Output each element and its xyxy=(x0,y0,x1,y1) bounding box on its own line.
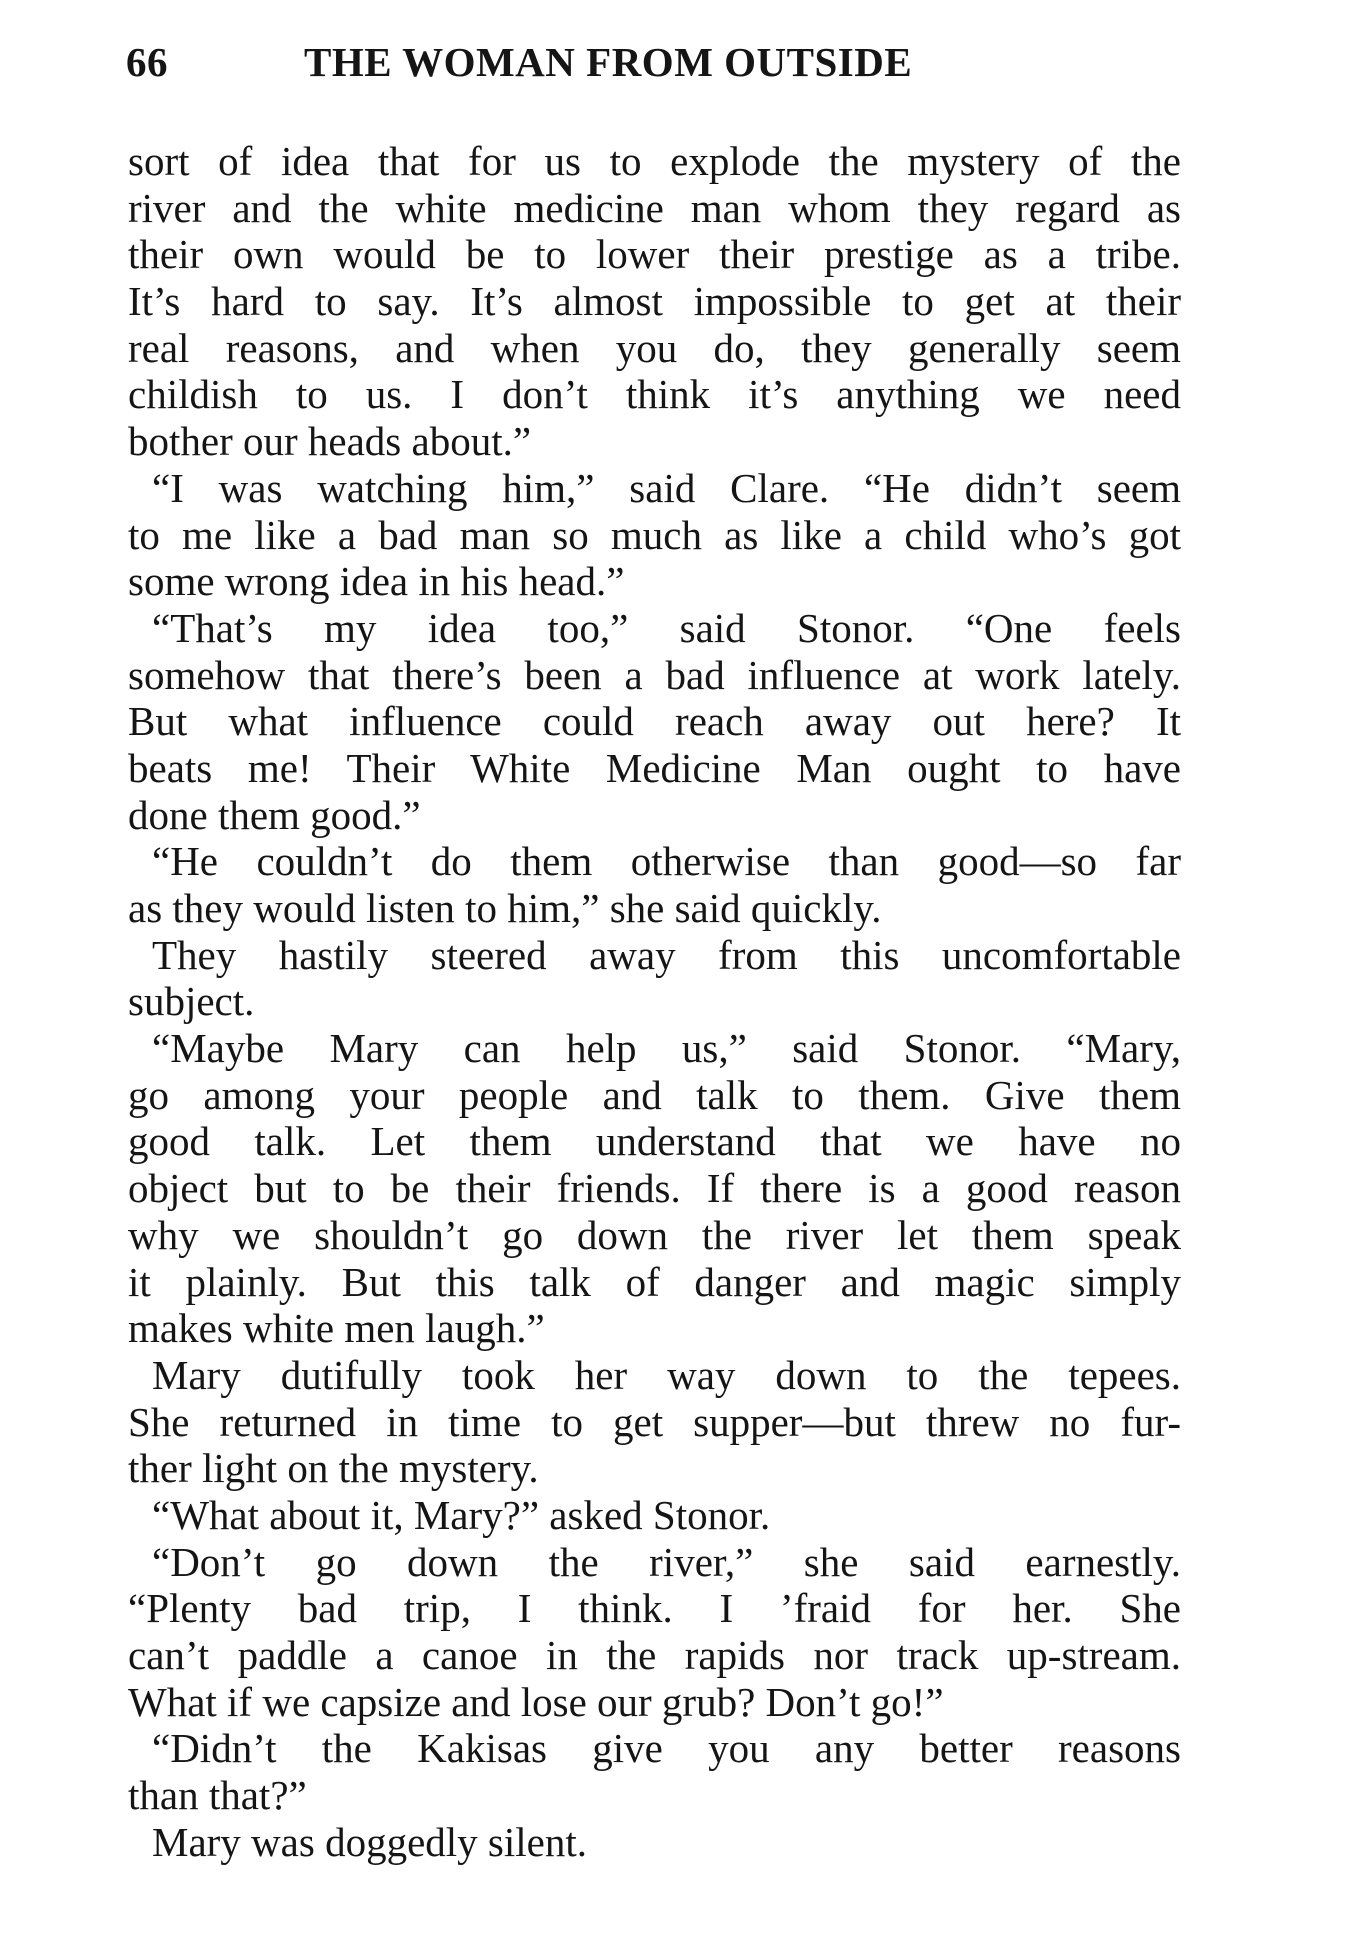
text-line: river and the white medicine man whom they regard as xyxy=(128,184,1181,231)
page-number: 66 xyxy=(126,39,168,85)
paragraph xyxy=(128,1725,1181,1818)
paragraph xyxy=(128,1025,1181,1352)
text-line: ther light on the mystery. xyxy=(128,1445,539,1492)
text-line: Mary dutifully took her way down to the tepees. xyxy=(152,1351,1181,1398)
text-line: sort of idea that for us to explode the mystery of the xyxy=(128,138,1181,184)
paragraph xyxy=(128,932,1181,1025)
paragraph xyxy=(128,838,1181,931)
text-line: “What about it, Mary?” asked Stonor. xyxy=(152,1491,771,1538)
text-line: subject. xyxy=(128,978,255,1025)
text-line: done them good.” xyxy=(128,791,421,838)
text-line: “Maybe Mary can help us,” said Stonor. “Mary, xyxy=(152,1025,1181,1072)
text-line: childish to us. I don’t think it’s anything we need xyxy=(128,371,1181,418)
text-line: bother our heads about.” xyxy=(128,418,532,465)
text-line: “Plenty bad trip, I think. I ’fraid for her. She xyxy=(128,1585,1181,1632)
text-line: She returned in time to get supper—but threw no fur- xyxy=(128,1398,1181,1445)
text-line: go among your people and talk to them. Give them xyxy=(128,1071,1181,1118)
text-line: than that?” xyxy=(128,1772,307,1819)
text-line: makes white men laugh.” xyxy=(128,1305,545,1352)
paragraph xyxy=(128,1819,1181,1866)
body-text xyxy=(128,138,1181,1865)
text-line: What if we capsize and lose our grub? Don’t go!” xyxy=(128,1678,944,1725)
text-line: But what influence could reach away out here? It xyxy=(128,698,1181,745)
text-line: some wrong idea in his head.” xyxy=(128,558,625,605)
paragraph xyxy=(128,1492,1181,1539)
text-line: good talk. Let them understand that we have no xyxy=(128,1118,1181,1165)
text-line: their own would be to lower their prestige as a tribe. xyxy=(128,231,1181,278)
text-line: “I was watching him,” said Clare. “He didn’t seem xyxy=(152,464,1181,511)
running-title: THE WOMAN FROM OUTSIDE xyxy=(304,39,913,85)
page-header xyxy=(126,38,1186,88)
text-line: real reasons, and when you do, they generally seem xyxy=(128,324,1181,371)
text-line: it plainly. But this talk of danger and magic simply xyxy=(128,1258,1181,1305)
text-line: “He couldn’t do them otherwise than good—so far xyxy=(152,838,1181,885)
paragraph xyxy=(128,1352,1181,1492)
text-line: object but to be their friends. If there is a good reason xyxy=(128,1165,1181,1212)
paragraph xyxy=(128,138,1181,465)
text-line: can’t paddle a canoe in the rapids nor track up-stream. xyxy=(128,1632,1181,1678)
paragraph xyxy=(128,465,1181,605)
text-line: Mary was doggedly silent. xyxy=(152,1818,587,1865)
text-line: as they would listen to him,” she said quickly. xyxy=(128,885,882,931)
text-line: It’s hard to say. It’s almost impossible to get at their xyxy=(128,278,1181,325)
text-line: why we shouldn’t go down the river let them speak xyxy=(128,1211,1181,1258)
text-line: They hastily steered away from this uncomfortable xyxy=(152,931,1181,978)
paragraph xyxy=(128,605,1181,838)
text-line: “That’s my idea too,” said Stonor. “One feels xyxy=(152,604,1181,651)
text-line: “Didn’t the Kakisas give you any better reasons xyxy=(152,1725,1181,1772)
paragraph xyxy=(128,1539,1181,1726)
text-line: beats me! Their White Medicine Man ought to have xyxy=(128,744,1181,791)
text-line: “Don’t go down the river,” she said earnestly. xyxy=(152,1538,1181,1585)
text-line: to me like a bad man so much as like a child who’s got xyxy=(128,511,1181,558)
text-line: somehow that there’s been a bad influence at work lately. xyxy=(128,651,1181,698)
